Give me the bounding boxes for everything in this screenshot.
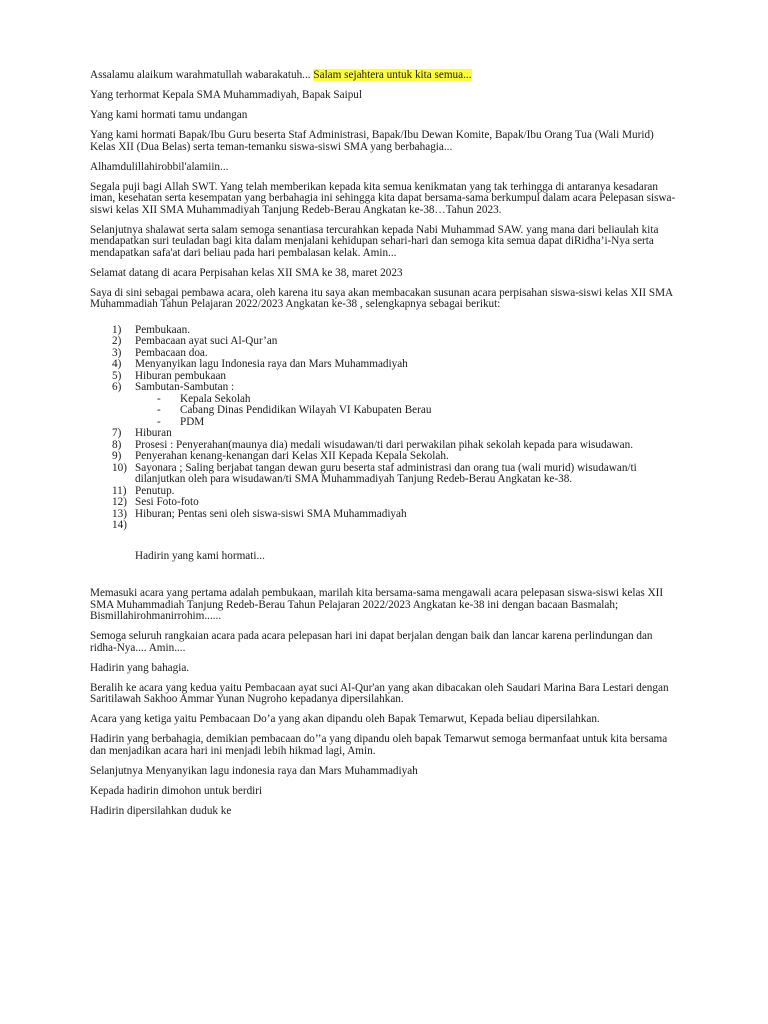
- list-item: 4) Menyanyikan lagu Indonesia raya dan Mars Muhammadiyah: [112, 358, 408, 370]
- paragraph: Alhamdulillahirobbil'alamiin...: [90, 160, 229, 173]
- paragraph: Yang kami hormati Bapak/Ibu Guru beserta Staf Administrasi, Bapak/Ibu Dewan Komite, Bapak/Ibu Orang Tua (Wali Murid) Kelas XII (Dua Belas) serta teman-temanku siswa-siswi SMA yang berbahagia...: [90, 129, 654, 153]
- sublist-item: - Cabang Dinas Pendidikan Wilayah VI Kabupaten Berau: [157, 404, 432, 416]
- paragraph: Yang terhormat Kepala SMA Muhammadiyah, Bapak Saipul: [90, 89, 362, 101]
- paragraph: Selanjutnya Menyanyikan lagu indonesia raya dan Mars Muhammadiyah: [90, 764, 418, 777]
- paragraph: Yang kami hormati tamu undangan: [90, 109, 248, 121]
- list-item: 11) Penutup.: [112, 484, 175, 497]
- greeting-highlight: Salam sejahtera untuk kita semua...: [313, 69, 472, 81]
- list-item: 1) Pembukaan.: [112, 323, 190, 336]
- list-item: 3) Pembacaan doa.: [112, 346, 208, 359]
- paragraph: Saya di sini sebagai pembawa acara, oleh karena itu saya akan membacakan susunan acara perpisahan siswa-siswi kelas XII SMA Muhammadiah Tahun Pelajaran 2022/2023 Angkatan ke-38 , selengkapnya sebagai berikut:: [90, 286, 673, 310]
- hadirin-indented: Hadirin yang kami hormati...: [135, 549, 265, 562]
- paragraph: Selanjutnya shalawat serta salam semoga senantiasa tercurahkan kepada Nabi Muhammad SAW. yang mana dari beliaulah kita mendapatkan suri teuladan bagi kita dalam menjalani kehidupan sehari-hari dan semoga kita semua dapat diRidha’i-Nya serta mendapatkan safa'at dari beliau pada hari pembalasan kelak. Amin...: [90, 223, 659, 259]
- list-item: 8) Prosesi : Penyerahan(maunya dia) medali wisudawan/ti dari perwakilan pihak sekolah kepada para wisudawan.: [112, 438, 633, 451]
- list-item: 14): [112, 519, 127, 531]
- list-item: 2) Pembacaan ayat suci Al-Qur’an: [112, 335, 278, 347]
- agenda-list: [90, 325, 678, 532]
- paragraph: Kepada hadirin dimohon untuk berdiri: [90, 784, 263, 797]
- paragraph: Hadirin dipersilahkan duduk ke: [90, 804, 232, 817]
- paragraph: Beralih ke acara yang kedua yaitu Pembacaan ayat suci Al-Qur'an yang akan dibacakan oleh Saudari Marina Bara Lestari dengan Saritilawah Sakhoo Ammar Yunan Nugroho kepadanya dipersilahkan.: [90, 681, 669, 705]
- paragraph: Selamat datang di acara Perpisahan kelas XII SMA ke 38, maret 2023: [90, 266, 403, 279]
- list-item: 13) Hiburan; Pentas seni oleh siswa-siswi SMA Muhammadiyah: [112, 507, 407, 520]
- paragraph: Acara yang ketiga yaitu Pembacaan Do’a yang akan dipandu oleh Bapak Temarwut, Kepada beliau dipersilahkan.: [90, 713, 600, 725]
- greeting-line: [90, 70, 678, 82]
- sublist-item: - PDM: [157, 415, 205, 428]
- paragraph: Memasuki acara yang pertama adalah pembukaan, marilah kita bersama-sama mengawali acara pelepasan siswa-siswi kelas XII SMA Muhammadiah Tanjung Redeb-Berau Tahun Pelajaran 2022/2023 Angkatan ke-38 ini dengan bacaan Basmalah; Bismillahirohmanirrohim......: [90, 587, 664, 622]
- list-item: 10) Sayonara ; Saling berjabat tangan dewan guru beserta staf administrasi dan orang tua (wali murid) wisudawan/ti dilanjutkan oleh para wisudawan/ti SMA Muhammadiyah Tanjung Redeb-Berau Angkatan ke-38.: [112, 461, 637, 485]
- list-item: 6) Sambutan-Sambutan : - Kepala Sekolah - Cabang Dinas Pendidikan Wilayah VI Kabupaten Berau - PDM: [90, 382, 678, 428]
- paragraph: Hadirin yang berbahagia, demikian pembacaan do’’a yang dipandu oleh bapak Temarwut semoga bermanfaat untuk kita bersama dan menjadikan acara hari ini menjadi lebih hikmad lagi, Amin.: [90, 733, 668, 757]
- paragraph: Segala puji bagi Allah SWT. Yang telah memberikan kepada kita semua kenikmatan yang tak terhingga di antaranya kesadaran iman, kesehatan serta kesempatan yang berbahagia ini sehingga kita dapat bersama-sama berkumpul dalam acara Pelepasan siswa-siswi kelas XII SMA Muhammadiyah Tanjung Redeb-Berau Angkatan ke-38…Tahun 2023.: [90, 180, 676, 216]
- paragraph: Hadirin yang bahagia.: [90, 661, 190, 674]
- sublist-item: - Kepala Sekolah: [157, 392, 251, 405]
- list-item: 7) Hiburan: [112, 427, 172, 439]
- greeting-text: Assalamu alaikum warahmatullah wabarakatuh...: [90, 69, 314, 81]
- sambutan-sublist: [135, 394, 678, 429]
- list-item: 5) Hiburan pembukaan: [112, 369, 227, 382]
- paragraph: Semoga seluruh rangkaian acara pada acara pelepasan hari ini dapat berjalan dengan baik dan lancar karena perlindungan dan ridha-Nya.... Amin....: [90, 630, 653, 654]
- list-item: 9) Penyerahan kenang-kenangan dari Kelas XII Kepada Kepala Sekolah.: [112, 450, 449, 462]
- list-item: 12) Sesi Foto-foto: [112, 496, 199, 508]
